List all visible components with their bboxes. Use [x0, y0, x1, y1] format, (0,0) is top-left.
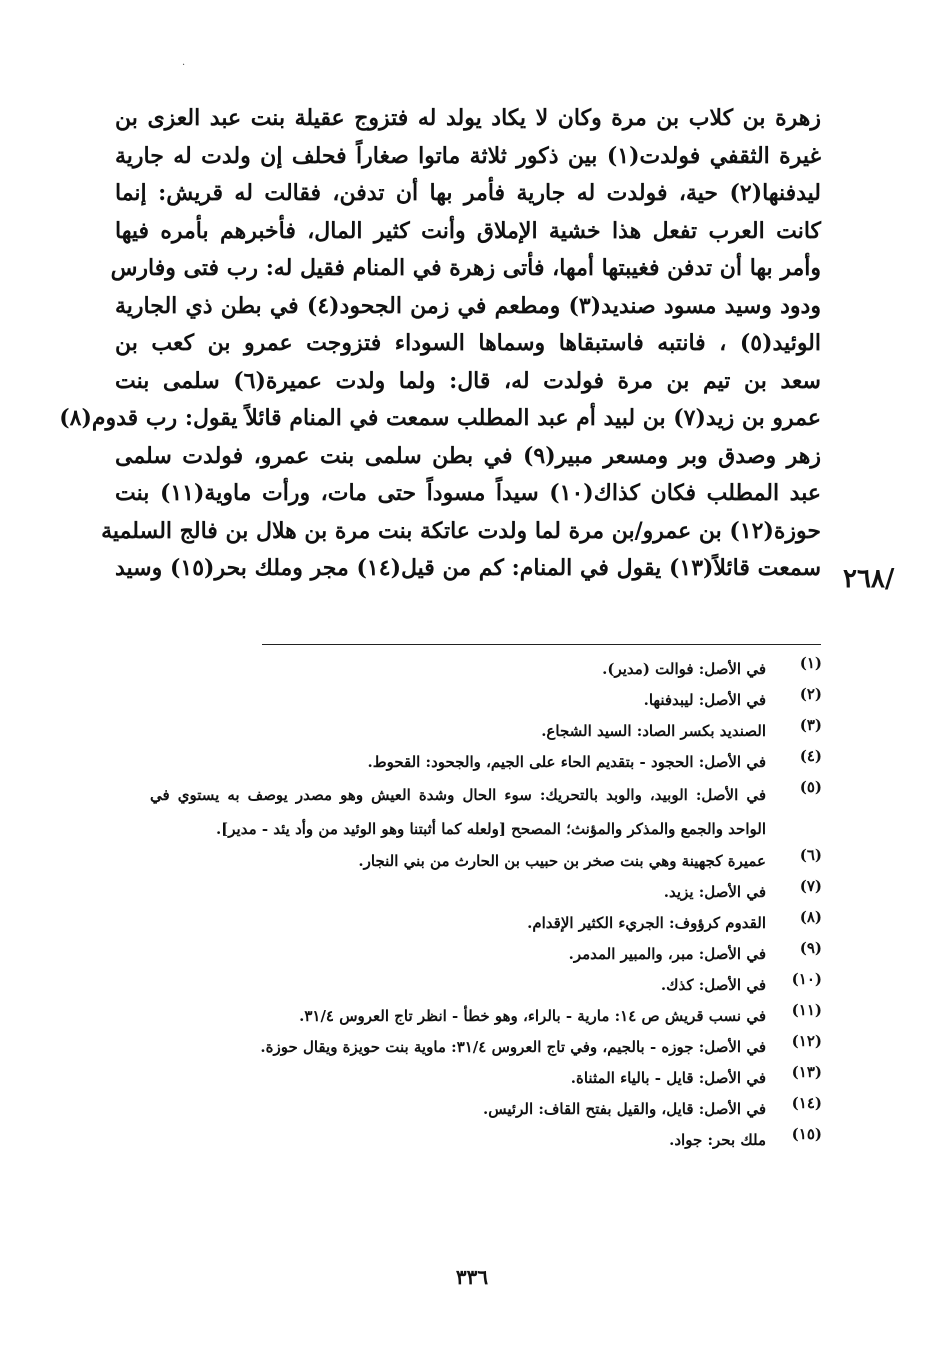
footnote-number: (٧) [799, 877, 822, 895]
footnote-number: (١٤) [791, 1094, 822, 1112]
footnote [150, 846, 822, 877]
footnote-text: في الأصل: يزيد. [663, 883, 766, 901]
footnote-text: في الأصل: قايل، والقيل بفتح القاف: الرئيس. [483, 1100, 766, 1118]
text-line: زهرة بن كلاب بن مرة وكان لا يكاد يولد له فتزوج عقيلة بنت عبد العزى بن [115, 105, 821, 131]
footnote-number: (١٠) [791, 970, 822, 988]
footnote-number: (١٣) [791, 1063, 822, 1081]
footnote [150, 939, 822, 970]
footnote [150, 1094, 822, 1125]
footnote [150, 1063, 822, 1094]
footnote [150, 1032, 822, 1063]
margin-page-reference: ٢٦٨/ [843, 564, 895, 594]
text-line: سمعت قائلاً(١٣) يقول في المنام: كم من قيل(١٤) مجر وملك بحر(١٥) وسيد [115, 555, 822, 581]
text-line: ودود وسيد مسود صنديد(٣) ومطعم في زمن الجحود(٤) في بطن ذي الجارية [115, 292, 821, 319]
footnote-number: (٢) [799, 685, 822, 703]
footnote [150, 908, 822, 939]
footnote-number: (٩) [799, 939, 822, 957]
footnote [150, 877, 822, 908]
text-line: عمرو بن زيد(٧) بن لبيد أم عبد المطلب سمعت في المنام قائلاً يقول: رب قدوم(٨) [59, 405, 821, 431]
text-line: وأمر بها أن تدفن فغيبتها أمها، فأتى زهرة في المنام فقيل له: رب فتى وفارس [110, 255, 821, 281]
footnote-text: عميرة كجهينة وهي بنت صخر بن حبيب بن الحارث من بني النجار. [358, 852, 766, 870]
footnote-text: في الأصل: قايل - بالياء المثناة. [570, 1069, 766, 1087]
footnote-text: القدوم كرؤوف: الجريء الكثير الإقدام. [527, 914, 766, 932]
footnotes [150, 654, 822, 1156]
footnote-text: في الأصل: مبر، والمبير المدمر. [568, 945, 766, 963]
text-line: زهر وصدق وبر ومسعر مبير(٩) في بطن سلمى بنت عمرو، فولدت سلمى [115, 442, 821, 469]
footnote-text: في الأصل: الحجود - بتقديم الحاء على الجيم، والجحود: القحوط. [367, 753, 766, 771]
text-line: كانت العرب تفعل هذا خشية الإملاق وأنت كثير المال، فأخبرهم بأمره فيها [115, 217, 821, 244]
footnote-divider [262, 644, 821, 645]
text-line: عبد المطلب فكان كذاك(١٠) سيداً مسوداً حتى مات، ورأت ماوية(١١) بنت [115, 480, 821, 506]
footnote-text: في الأصل: ليبدفنها. [643, 691, 766, 709]
footnote-number: (٦) [799, 846, 822, 864]
text-line: ليدفنها(٢) حية، فولدت له جارية فأمر بها أن تدفن، فقالت له قريش: إنما [115, 180, 821, 206]
page-number: ٣٣٦ [455, 1265, 489, 1289]
footnote-text: في الأصل: كذك. [660, 976, 766, 994]
footnote [150, 747, 822, 778]
footnote-text: في الأصل: جوزه - بالجيم، وفي تاج العروس ٣١/٤: ماوية بنت حويزة ويقال حوزة. [260, 1038, 766, 1056]
footnote [150, 1001, 822, 1032]
text-line: الوئيد(٥) ، فانتبه فاستبقاها وسماها السوداء فتزوجت عمرو بن كعب بن [115, 330, 821, 356]
footnote [150, 970, 822, 1001]
footnote-number: (٨) [799, 908, 822, 926]
footnote-number: (٤) [799, 747, 822, 765]
footnote-text: في الأصل: فوالت (مدير). [602, 660, 766, 678]
footnote [150, 654, 822, 685]
footnote-text: في نسب قريش ص ١٤: مارية - بالراء، وهو خطأ - انظر تاج العروس ٣١/٤. [299, 1007, 766, 1025]
footnote-text: الصنديد بكسر الصاد: السيد الشجاع. [541, 722, 766, 740]
footnote [150, 716, 822, 747]
footnote-number: (١٢) [791, 1032, 822, 1050]
scan-speck: · [182, 60, 186, 71]
footnote [150, 1125, 822, 1156]
footnote-text: في الأصل: الوبيد، والوبد بالتحريك: سوء الحال وشدة العيش وهو مصدر يوصف به يستوي في الواحد والجمع والمذكر والمؤنث؛ المصحح [ولعله كما أثبتنا وهو الوئيد من وأد يئد - مدير]. [150, 786, 766, 838]
main-text [59, 100, 822, 588]
footnote-number: (١) [799, 654, 822, 672]
footnote-text: ملك بحر: جواد. [669, 1131, 766, 1149]
text-line: غيرة الثقفي فولدت(١) بين ذكور ثلاثة ماتوا صغاراً فحلف إن ولدت له جارية [115, 142, 821, 169]
text-line: حوزة(١٢) بن عمرو/بن مرة لما ولدت عاتكة بنت مرة بن هلال بن فالج السلمية [101, 517, 821, 544]
footnote-number: (١٥) [791, 1125, 822, 1143]
footnote-number: (٣) [799, 716, 822, 734]
footnote-number: (١١) [791, 1001, 822, 1019]
footnote [150, 778, 822, 846]
footnote-number: (٥) [799, 778, 822, 796]
text-line: سعد بن تيم بن مرة فولدت له، قال: ولما ولدت عميرة(٦) سلمى بنت [115, 367, 821, 394]
footnote [150, 685, 822, 716]
